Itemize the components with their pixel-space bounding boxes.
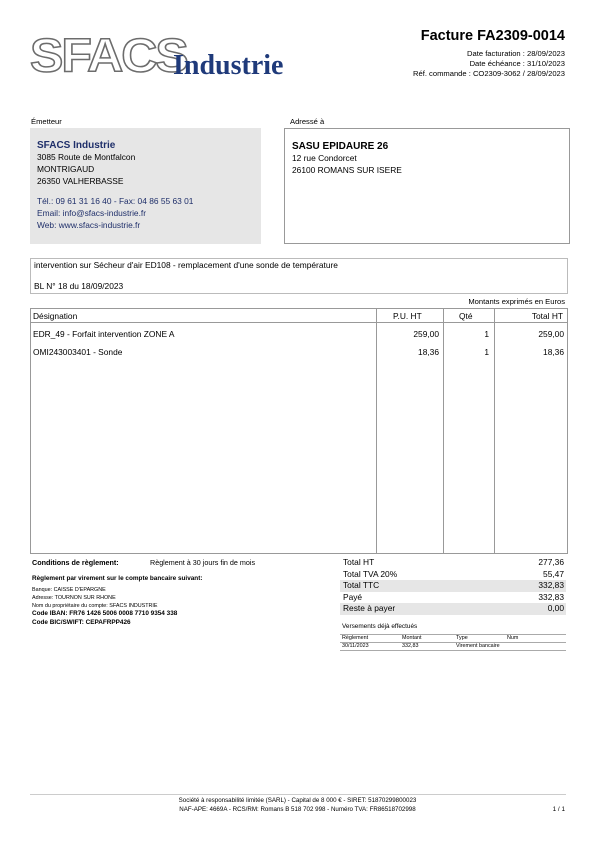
subject-line-2: BL N° 18 du 18/09/2023 — [34, 281, 124, 291]
recipient-label: Adressé à — [290, 117, 325, 126]
total-ht-value: 277,36 — [538, 557, 564, 567]
payments-header-num: Num — [507, 635, 519, 641]
currency-note: Montants exprimés en Euros — [468, 297, 565, 306]
subject-line-1: intervention sur Sécheur d'air ED108 - remplacement d'une sonde de température — [34, 260, 338, 270]
issuer-label: Émetteur — [31, 117, 62, 126]
row-qty: 1 — [484, 347, 489, 357]
row-unit-price: 18,36 — [418, 347, 439, 357]
payments-header-amount: Montant — [402, 635, 422, 641]
conditions-label: Conditions de règlement: — [32, 558, 119, 567]
tva-value: 55,47 — [543, 568, 564, 579]
row-unit-price: 259,00 — [413, 329, 439, 339]
logo-suffix: Industrie — [173, 50, 284, 81]
invoice-subject — [30, 258, 568, 294]
payments-divider — [340, 650, 566, 651]
header-total: Total HT — [531, 311, 563, 321]
payment-date: 30/11/2023 — [342, 643, 369, 649]
total-ht-label: Total HT — [343, 557, 375, 567]
payment-amount: 332,83 — [402, 643, 419, 649]
total-ttc-row — [340, 580, 566, 592]
order-reference: Réf. commande : CO2309-3062 / 28/09/2023 — [413, 69, 565, 78]
recipient-address-2: 26100 ROMANS SUR ISERE — [292, 165, 402, 175]
paid-label: Payé — [343, 591, 363, 602]
issuer-website[interactable]: Web: www.sfacs-industrie.fr — [37, 220, 141, 230]
remaining-label: Reste à payer — [343, 603, 396, 613]
issuer-block — [30, 128, 261, 244]
row-designation: EDR_49 - Forfait intervention ZONE A — [33, 329, 175, 339]
paid-value: 332,83 — [538, 591, 564, 602]
payments-divider — [340, 634, 566, 635]
paid-row — [340, 592, 566, 604]
header-unit-price: P.U. HT — [393, 311, 422, 321]
row-total: 259,00 — [538, 329, 564, 339]
payments-header-date: Règlement — [342, 635, 369, 641]
company-logo — [30, 28, 290, 88]
tva-label: Total TVA 20% — [343, 568, 398, 579]
items-table — [30, 308, 568, 554]
invoice-title: Facture FA2309-0014 — [420, 28, 565, 44]
remaining-row — [340, 603, 566, 615]
payments-divider — [340, 642, 566, 643]
payments-header-type: Type — [456, 635, 468, 641]
issuer-address-2: MONTRIGAUD — [37, 164, 95, 174]
logo-brand: SFACS — [30, 28, 187, 83]
page-number: 1 / 1 — [552, 806, 565, 813]
bank-name: Banque: CAISSE D'EPARGNE — [32, 587, 106, 593]
column-divider — [376, 309, 377, 553]
column-divider — [494, 309, 495, 553]
payment-type: Virement bancaire — [456, 643, 500, 649]
issuer-phone: Tél.: 09 61 31 16 40 - Fax: 04 86 55 63 01 — [37, 196, 194, 206]
issuer-address-1: 3085 Route de Montfalcon — [37, 152, 136, 162]
tva-row — [340, 569, 566, 581]
conditions-value: Règlement à 30 jours fin de mois — [150, 558, 256, 567]
remaining-value: 0,00 — [547, 603, 564, 613]
bic-swift: Code BIC/SWIFT: CEPAFRPP426 — [32, 619, 131, 626]
recipient-address-1: 12 rue Condorcet — [292, 153, 357, 163]
footer-legal-2: NAF-APE: 4669A - RCS/RM: Romans B 518 702 998 - Numéro TVA: FR86518702998 — [179, 806, 416, 813]
payments-made-title: Versements déjà effectués — [342, 623, 418, 630]
issuer-name: SFACS Industrie — [37, 140, 116, 151]
row-designation: OMI243003401 - Sonde — [33, 347, 123, 357]
footer-divider — [30, 794, 566, 795]
header-qty: Qté — [459, 311, 473, 321]
account-owner: Nom du propriétaire du compte: SFACS INDUSTRIE — [32, 603, 158, 609]
recipient-block — [284, 128, 570, 244]
total-ht-row — [340, 557, 566, 569]
header-designation: Désignation — [33, 311, 78, 321]
table-header — [31, 309, 567, 323]
row-total: 18,36 — [543, 347, 564, 357]
row-qty: 1 — [484, 329, 489, 339]
footer-legal-1: Société à responsabilité limitée (SARL) - Capital de 8 000 € - SIRET: 51870299800023 — [178, 797, 417, 804]
due-date: Date échéance : 31/10/2023 — [469, 59, 565, 68]
recipient-name: SASU EPIDAURE 26 — [292, 141, 389, 152]
total-ttc-value: 332,83 — [538, 580, 564, 590]
iban: Code IBAN: FR76 1426 5006 0008 7710 9354 338 — [32, 610, 178, 617]
transfer-title: Règlement par virement sur le compte bancaire suivant: — [32, 575, 203, 582]
issuer-address-3: 26350 VALHERBASSE — [37, 176, 124, 186]
total-ttc-label: Total TTC — [343, 580, 380, 590]
column-divider — [443, 309, 444, 553]
bank-address: Adresse: TOURNON SUR RHONE — [32, 595, 116, 601]
invoice-date: Date facturation : 28/09/2023 — [467, 49, 565, 58]
issuer-email[interactable]: Email: info@sfacs-industrie.fr — [37, 208, 147, 218]
